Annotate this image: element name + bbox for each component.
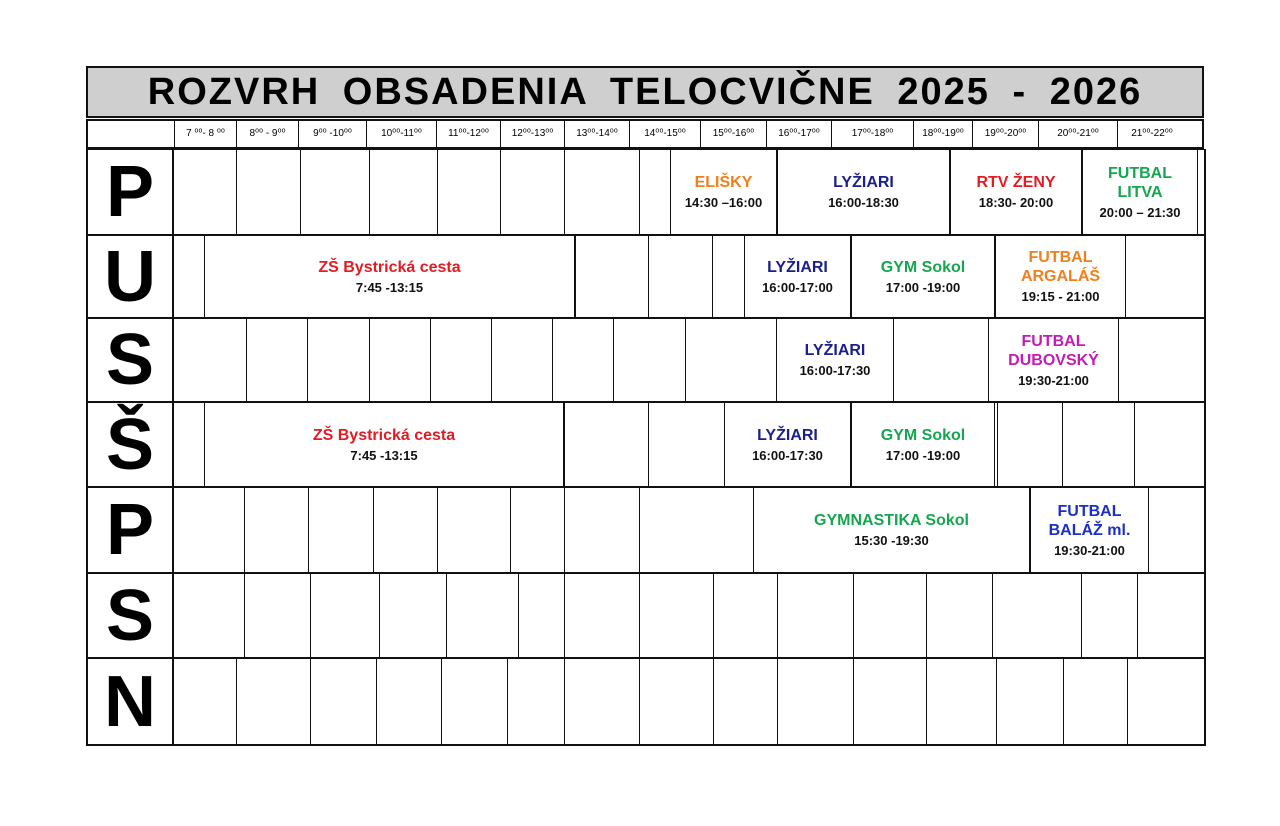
- grid-cell: [1081, 574, 1082, 657]
- grid-cell: [369, 319, 370, 401]
- event-name: LYŽIARI: [767, 258, 828, 276]
- grid-cell: [376, 659, 377, 744]
- event-name: RTV ŽENY: [976, 174, 1056, 191]
- grid-cell: [441, 659, 442, 744]
- event-time: 7:45 -13:15: [350, 447, 418, 463]
- schedule-event: [995, 236, 1126, 317]
- event-name: LYŽIARI: [804, 342, 866, 359]
- schedule-event: [204, 236, 575, 317]
- schedule-event: [1082, 150, 1198, 234]
- grid-cell: [373, 488, 374, 572]
- schedule-event: [777, 150, 950, 234]
- grid-cell: [310, 659, 311, 744]
- grid-cell: [648, 403, 649, 486]
- event-time: 19:30-21:00: [1054, 542, 1125, 558]
- schedule-event: [851, 403, 995, 486]
- schedule-event: [1030, 488, 1149, 572]
- grid-cell: [564, 574, 565, 657]
- event-name: FUTBAL ARGALÁŠ: [1020, 249, 1101, 285]
- day-row: [86, 149, 1206, 236]
- schedule-event: [724, 403, 851, 486]
- schedule-event: [753, 488, 1030, 572]
- grid-cell: [639, 488, 640, 572]
- grid-cell: [777, 659, 778, 744]
- day-letter: S: [88, 574, 174, 657]
- event-time: 19:15 - 21:00: [1021, 289, 1100, 304]
- grid-cell: [369, 150, 370, 234]
- event-name: LYŽIARI: [833, 174, 894, 191]
- hour-header-cell: 7 ⁰⁰- 8 ⁰⁰: [174, 121, 236, 147]
- day-letter: N: [88, 659, 174, 744]
- day-row: [86, 318, 1206, 403]
- event-name: GYM Sokol: [880, 258, 966, 276]
- hour-header-cell: 11⁰⁰-12⁰⁰: [436, 121, 500, 147]
- hour-header-cell: 9⁰⁰ -10⁰⁰: [298, 121, 366, 147]
- grid-cell: [246, 319, 247, 401]
- event-time: 7:45 -13:15: [355, 279, 424, 295]
- grid-cell: [500, 150, 501, 234]
- grid-cell: [997, 403, 998, 486]
- grid-cell: [713, 574, 714, 657]
- grid-cell: [1134, 403, 1135, 486]
- grid-cell: [777, 574, 778, 657]
- grid-cell: [685, 319, 686, 401]
- schedule-event: [744, 236, 851, 317]
- grid-cell: [926, 574, 927, 657]
- event-name: ZŠ Bystrická cesta: [318, 258, 461, 276]
- grid-cell: [1137, 574, 1138, 657]
- hours-header: [86, 119, 1204, 149]
- grid-cell: [996, 659, 997, 744]
- day-row: [86, 235, 1206, 319]
- grid-cell: [564, 488, 565, 572]
- grid-cell: [639, 659, 640, 744]
- grid-cell: [564, 659, 565, 744]
- day-letter: Š: [88, 403, 174, 486]
- grid-cell: [639, 150, 640, 234]
- event-name: GYMNASTIKA Sokol: [814, 512, 969, 529]
- schedule-table: [86, 66, 1206, 746]
- grid-cell: [379, 574, 380, 657]
- day-letter: P: [88, 150, 174, 234]
- grid-cell: [507, 659, 508, 744]
- event-time: 17:00 -19:00: [885, 279, 961, 295]
- hour-header-cell: 14⁰⁰-15⁰⁰: [629, 121, 700, 147]
- day-letter: U: [88, 236, 174, 317]
- grid-cell: [446, 574, 447, 657]
- grid-cell: [437, 488, 438, 572]
- event-time: 18:30- 20:00: [978, 195, 1054, 210]
- day-row: [86, 573, 1206, 659]
- hour-header-cell: 8⁰⁰ - 9⁰⁰: [236, 121, 298, 147]
- grid-cell: [575, 236, 576, 317]
- grid-cell: [853, 659, 854, 744]
- schedule-event: [776, 319, 894, 401]
- grid-cell: [307, 319, 308, 401]
- event-time: 16:00-17:00: [762, 279, 833, 295]
- grid-cell: [510, 488, 511, 572]
- event-name: GYM Sokol: [880, 426, 966, 444]
- grid-cell: [1127, 659, 1128, 744]
- grid-cell: [430, 319, 431, 401]
- event-name: FUTBAL LITVA: [1108, 164, 1172, 201]
- grid-cell: [552, 319, 553, 401]
- hour-header-cell: 21⁰⁰-22⁰⁰: [1117, 121, 1186, 147]
- event-name: FUTBAL DUBOVSKÝ: [1008, 332, 1099, 369]
- event-time: 16:00-18:30: [828, 195, 899, 210]
- grid-cell: [236, 659, 237, 744]
- grid-cell: [853, 574, 854, 657]
- grid-cell: [300, 150, 301, 234]
- grid-cell: [564, 150, 565, 234]
- grid-cell: [244, 488, 245, 572]
- hour-header-cell: 10⁰⁰-11⁰⁰: [366, 121, 436, 147]
- hour-header-cell: 13⁰⁰-14⁰⁰: [564, 121, 629, 147]
- event-time: 17:00 -19:00: [885, 447, 961, 463]
- event-time: 16:00-17:30: [752, 447, 823, 463]
- grid-cell: [236, 150, 237, 234]
- grid-cell: [308, 488, 309, 572]
- grid-cell: [518, 574, 519, 657]
- day-row: [86, 402, 1206, 488]
- grid-cell: [1062, 403, 1063, 486]
- event-name: ELIŠKY: [694, 174, 753, 191]
- grid-cell: [712, 236, 713, 317]
- grid-cell: [437, 150, 438, 234]
- grid-cell: [564, 403, 565, 486]
- grid-cell: [491, 319, 492, 401]
- grid-cell: [639, 574, 640, 657]
- schedule-event: [204, 403, 564, 486]
- schedule-event: [670, 150, 777, 234]
- day-row: [86, 487, 1206, 574]
- hour-header-cell: 17⁰⁰-18⁰⁰: [831, 121, 913, 147]
- hour-header-cell: 19⁰⁰-20⁰⁰: [972, 121, 1038, 147]
- grid-cell: [992, 574, 993, 657]
- hour-header-cell: 12⁰⁰-13⁰⁰: [500, 121, 564, 147]
- event-name: FUTBAL BALÁŽ ml.: [1048, 502, 1131, 539]
- page-title: ROZVRH OBSADENIA TELOCVIČNE 2025 - 2026: [86, 66, 1204, 118]
- event-name: LYŽIARI: [757, 426, 818, 444]
- grid-cell: [926, 659, 927, 744]
- event-time: 16:00-17:30: [799, 363, 871, 378]
- day-letter: S: [88, 319, 174, 401]
- day-letter: P: [88, 488, 174, 572]
- event-time: 14:30 –16:00: [684, 195, 763, 210]
- grid-cell: [648, 236, 649, 317]
- schedule-event: [950, 150, 1082, 234]
- event-time: 20:00 – 21:30: [1099, 204, 1181, 220]
- grid-cell: [713, 659, 714, 744]
- schedule-event: [988, 319, 1119, 401]
- grid-cell: [244, 574, 245, 657]
- hour-header-cell: 16⁰⁰-17⁰⁰: [766, 121, 831, 147]
- hour-header-cell: 15⁰⁰-16⁰⁰: [700, 121, 766, 147]
- event-time: 15:30 -19:30: [854, 533, 929, 548]
- schedule-event: [851, 236, 995, 317]
- hour-header-cell: 20⁰⁰-21⁰⁰: [1038, 121, 1117, 147]
- grid-cell: [1063, 659, 1064, 744]
- event-time: 19:30-21:00: [1018, 372, 1089, 388]
- grid-cell: [310, 574, 311, 657]
- grid-cell: [613, 319, 614, 401]
- hour-header-cell: 18⁰⁰-19⁰⁰: [913, 121, 972, 147]
- event-name: ZŠ Bystrická cesta: [312, 426, 456, 444]
- day-row: [86, 658, 1206, 746]
